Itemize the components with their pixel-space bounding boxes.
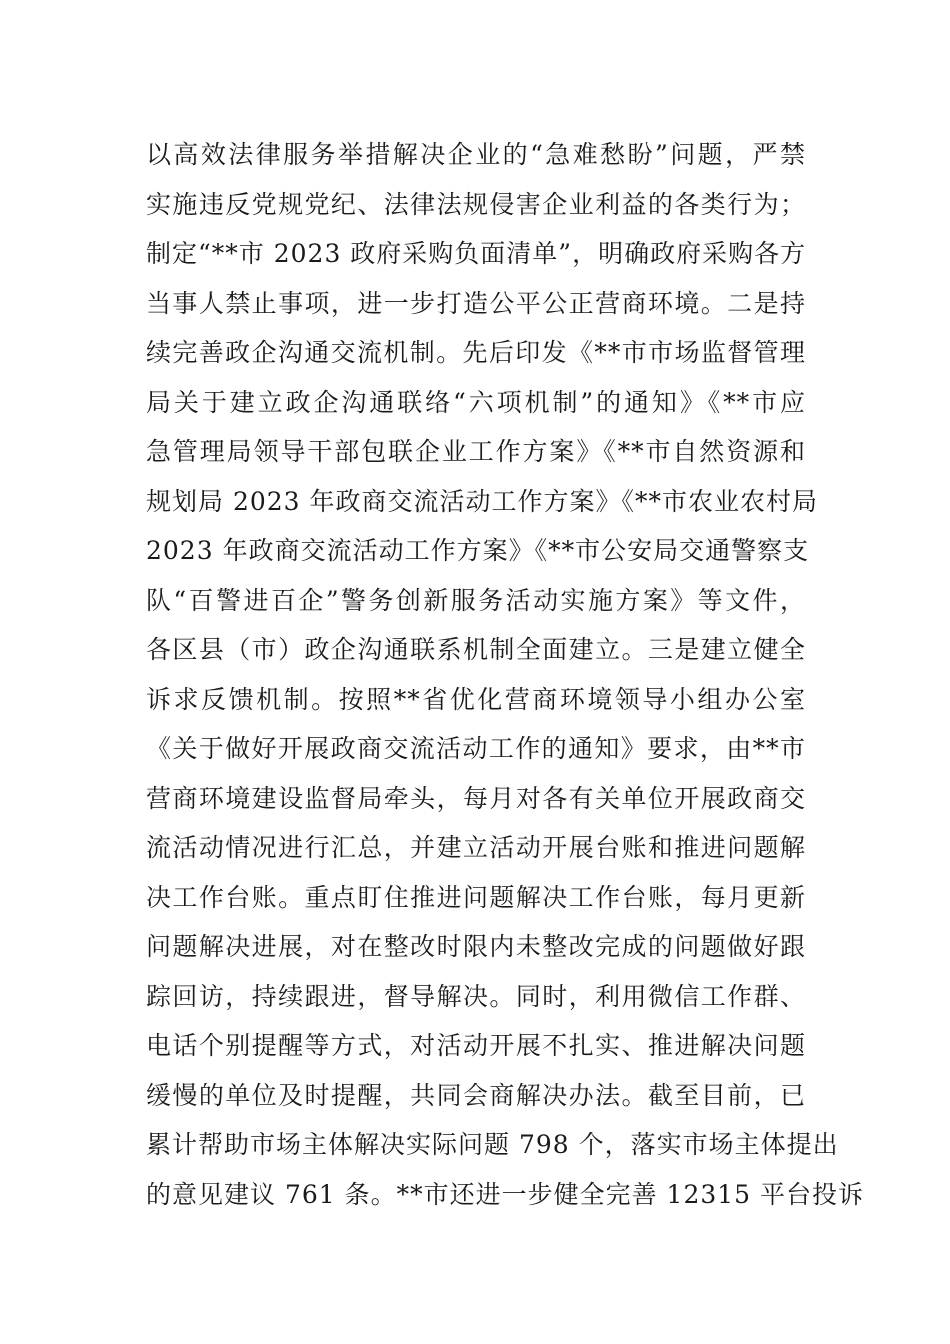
text-line: 踪回访，持续跟进，督导解决。同时，利用微信工作群、 — [146, 981, 806, 1011]
text-line: 诉求反馈机制。按照**省优化营商环境领导小组办公室 — [146, 684, 806, 714]
text-line: 的意见建议 761 条。**市还进一步健全完善 12315 平台投诉 — [146, 1179, 865, 1209]
text-line: 局关于建立政企沟通联络“六项机制”的通知》《**市应 — [146, 387, 806, 417]
text-line: 问题解决进展，对在整改时限内未整改完成的问题做好跟 — [146, 932, 806, 961]
text-line: 各区县（市）政企沟通联系机制全面建立。三是建立健全 — [146, 635, 806, 664]
text-line: 缓慢的单位及时提醒，共同会商解决办法。截至目前，已 — [146, 1080, 806, 1110]
text-line: 制定“**市 2023 政府采购负面清单”，明确政府采购各方 — [146, 239, 807, 268]
text-line: 续完善政企沟通交流机制。先后印发《**市市场监督管理 — [146, 338, 806, 367]
text-line: 急管理局领导干部包联企业工作方案》《**市自然资源和 — [146, 437, 806, 466]
text-line: 《关于做好开展政商交流活动工作的通知》要求，由**市 — [146, 734, 806, 763]
text-line: 当事人禁止事项，进一步打造公平公正营商环境。二是持 — [146, 288, 806, 318]
text-line: 决工作台账。重点盯住推进问题解决工作台账，每月更新 — [146, 882, 806, 912]
text-line: 电话个别提醒等方式，对活动开展不扎实、推进解决问题 — [146, 1031, 806, 1060]
text-line: 队“百警进百企”警务创新服务活动实施方案》等文件， — [146, 585, 806, 615]
text-line: 流活动情况进行汇总，并建立活动开展台账和推进问题解 — [146, 833, 806, 862]
body-text — [146, 130, 865, 1219]
text-line: 累计帮助市场主体解决实际问题 798 个，落实市场主体提出 — [146, 1130, 839, 1159]
text-line: 规划局 2023 年政商交流活动工作方案》《**市农业农村局 — [146, 486, 819, 516]
text-line: 实施违反党规党纪、法律法规侵害企业利益的各类行为； — [146, 189, 806, 219]
text-line: 营商环境建设监督局牵头，每月对各有关单位开展政商交 — [146, 783, 806, 813]
text-line: 以高效法律服务举措解决企业的“急难愁盼”问题，严禁 — [146, 140, 806, 169]
text-line: 2023 年政商交流活动工作方案》《**市公安局交通警察支 — [146, 536, 810, 565]
